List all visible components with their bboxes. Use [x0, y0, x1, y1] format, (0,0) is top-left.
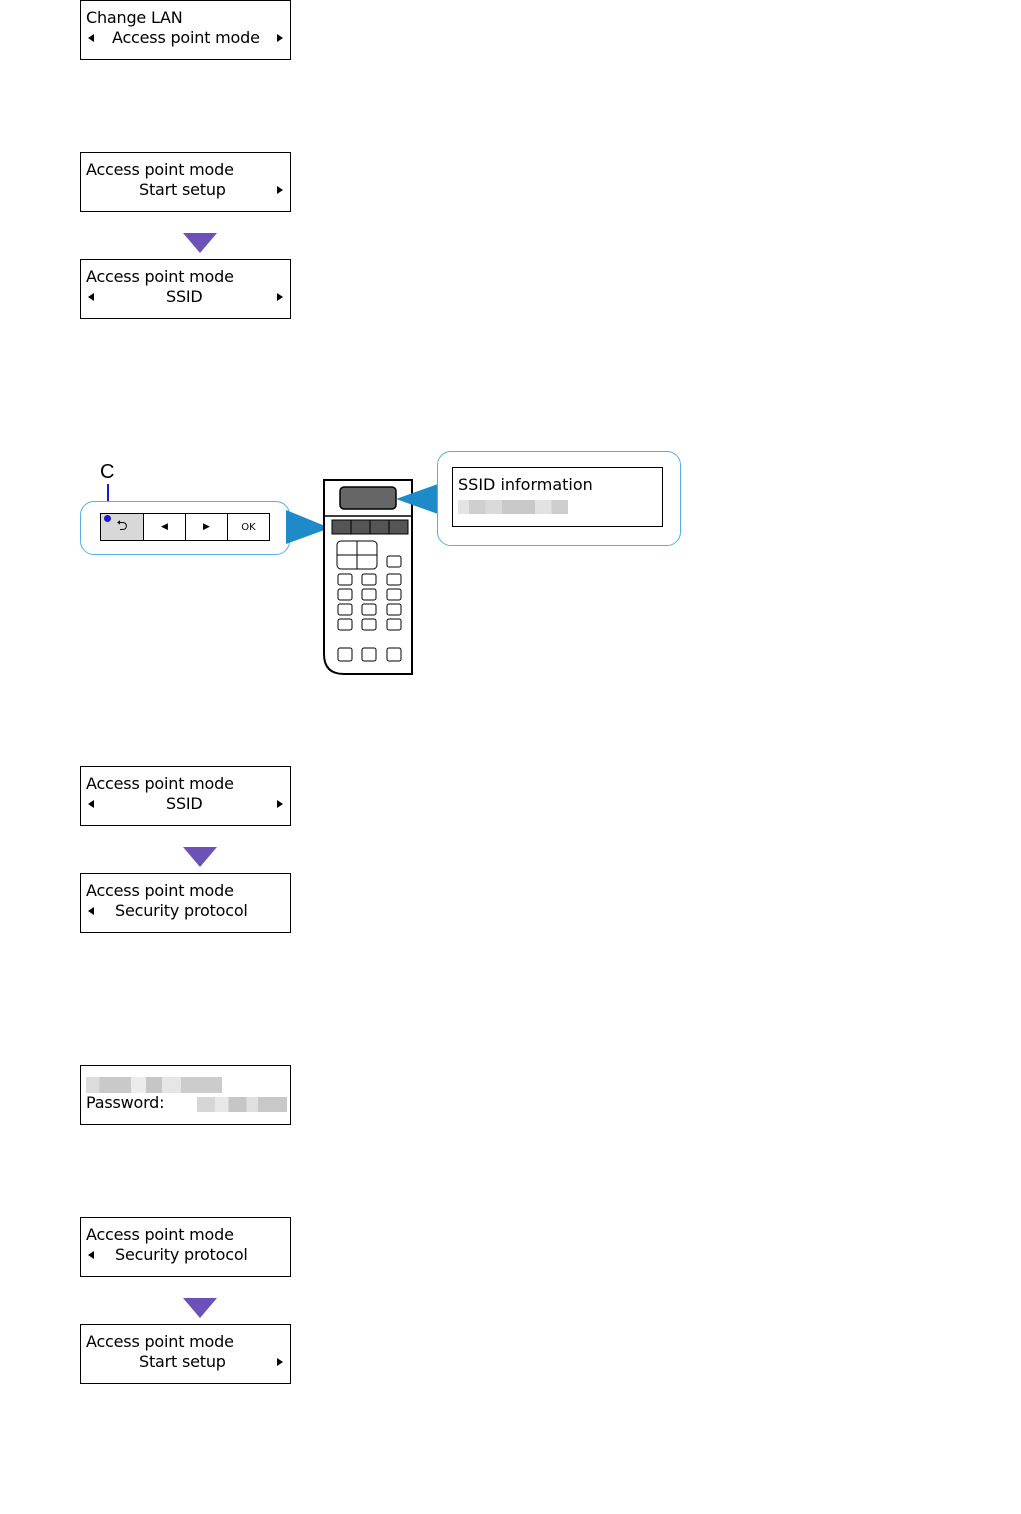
left-button[interactable]	[143, 513, 186, 541]
right-arrow-icon	[277, 186, 283, 194]
lcd-line-1: Change LAN	[86, 8, 183, 27]
lcd-screen-ssid	[80, 259, 291, 319]
right-arrow-icon	[277, 800, 283, 808]
right-arrow-icon: ▶	[203, 522, 210, 532]
right-arrow-icon	[277, 1358, 283, 1366]
lcd-screen-security-protocol	[80, 1217, 291, 1277]
lcd-line-2: Start setup	[139, 1352, 226, 1371]
back-icon: ⮌	[116, 518, 128, 534]
lcd-line-2: Access point mode	[112, 28, 260, 47]
down-arrow-icon	[183, 847, 217, 867]
left-arrow-icon	[88, 907, 94, 915]
callout-pointer-right	[396, 484, 440, 514]
left-arrow-icon: ◀	[161, 522, 168, 532]
ssid-value-blurred	[458, 500, 568, 514]
lcd-screen-start-setup	[80, 152, 291, 212]
password-value-blurred	[197, 1097, 287, 1112]
left-arrow-icon	[88, 800, 94, 808]
highlight-dot	[104, 515, 111, 522]
label-c: C	[100, 461, 115, 483]
lcd-line-2: SSID	[166, 287, 203, 306]
lcd-screen-password	[80, 1065, 291, 1125]
lcd-line-1: Access point mode	[86, 1225, 234, 1244]
lcd-line-2: Start setup	[139, 180, 226, 199]
lcd-screen-ssid	[80, 766, 291, 826]
lcd-screen-security-protocol	[80, 873, 291, 933]
lcd-line-1: Access point mode	[86, 774, 234, 793]
left-arrow-icon	[88, 1251, 94, 1259]
operation-panel-illustration	[0, 440, 700, 680]
ok-label: OK	[241, 521, 256, 533]
lcd-line-1: Access point mode	[86, 160, 234, 179]
ssid-information-title: SSID information	[458, 475, 593, 494]
down-arrow-icon	[183, 1298, 217, 1318]
lcd-line-2: Security protocol	[115, 901, 248, 920]
right-arrow-icon	[277, 293, 283, 301]
ssid-callout	[437, 451, 681, 546]
ssid-value-blurred	[86, 1077, 222, 1093]
right-arrow-icon	[277, 34, 283, 42]
down-arrow-icon	[183, 233, 217, 253]
right-button[interactable]	[185, 513, 228, 541]
password-label: Password:	[86, 1093, 165, 1112]
lcd-line-2: SSID	[166, 794, 203, 813]
lcd-line-1: Access point mode	[86, 1332, 234, 1351]
lcd-screen-ssid-information	[452, 467, 663, 527]
left-arrow-icon	[88, 293, 94, 301]
left-arrow-icon	[88, 34, 94, 42]
lcd-line-1: Access point mode	[86, 881, 234, 900]
lcd-screen-start-setup	[80, 1324, 291, 1384]
lcd-line-1: Access point mode	[86, 267, 234, 286]
lcd-line-2: Security protocol	[115, 1245, 248, 1264]
ok-button[interactable]	[227, 513, 270, 541]
lcd-screen-change-lan	[80, 0, 291, 60]
button-row	[100, 513, 270, 541]
